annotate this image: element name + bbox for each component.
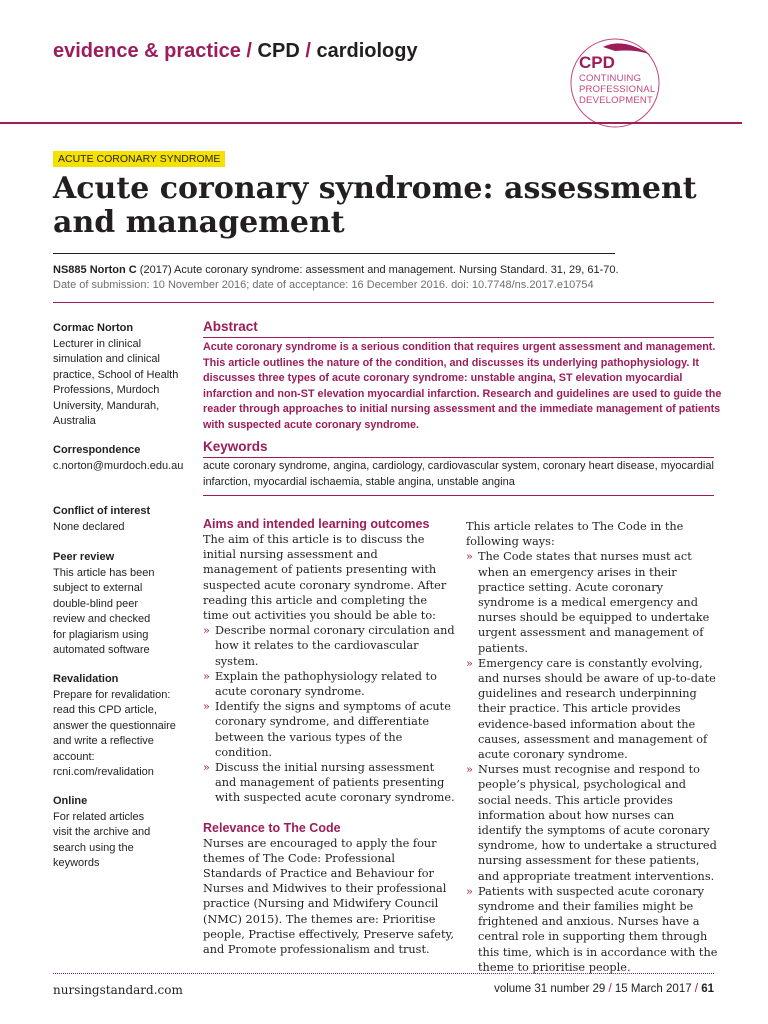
citation-text: (2017) Acute coronary syndrome: assessment and management. Nursing Standard. 31, 29, 61-70.	[136, 264, 619, 276]
author-section	[53, 321, 193, 430]
page-number: 61	[701, 983, 714, 995]
code-heading: Relevance to The Code	[203, 820, 341, 835]
peer-review-value: This article has been subject to external double-blind peer review and checked for plagiarism using automated software	[53, 566, 155, 656]
peer-review-section	[53, 550, 193, 659]
conflict-section	[53, 504, 193, 535]
abstract-divider	[203, 337, 714, 338]
author-role: Lecturer in clinical simulation and clinical practice, School of Health Professions, Murdoch University, Mandurah, Australia	[53, 337, 179, 427]
citation	[53, 263, 733, 293]
online-value: For related articles visit the archive and search using the keywords	[53, 810, 151, 869]
footer-volume: volume 31 number 29	[494, 983, 606, 995]
cpd-badge	[565, 33, 665, 133]
cpd-badge-subtitle: CONTINUING PROFESSIONAL DEVELOPMENT	[579, 73, 656, 106]
list-item: » Patients with suspected acute coronary syndrome and their families might be frightened and anxious. Nurses have a central role in supporting them through this time, which is in accordance with the theme to prioritise people.	[466, 884, 718, 975]
footer-divider	[53, 973, 714, 974]
title-divider	[53, 253, 615, 254]
code-text: Nurses are encouraged to apply the four themes of The Code: Professional Standards of Practice and Behaviour for Nurses and Midwives to their professional practice (Nursing and Midwifery Council (NMC) 2015). The themes are: Prioritise people, Practise effectively, Preserve safety, and Promote professionalism and trust.	[203, 836, 454, 957]
header-separator: /	[240, 40, 258, 62]
revalidation-value: Prepare for revalidation: read this CPD article, answer the questionnaire and write a reflective account: rcni.com/revalidation	[53, 688, 176, 778]
left-column	[203, 517, 455, 957]
online-section	[53, 794, 193, 872]
revalidation-label: Revalidation	[53, 673, 119, 685]
code-list	[466, 549, 718, 975]
submission-dates: Date of submission: 10 November 2016; date of acceptance: 16 December 2016. doi: 10.7748/ns.2017.e10754	[53, 279, 594, 291]
list-item: » The Code states that nurses must act when an emergency arises in their practice setting. Acute coronary syndrome is a medical emergency and nurses should be equipped to undertake urgent assessment and management of patients.	[466, 549, 718, 655]
header-divider	[0, 122, 742, 124]
citation-divider	[53, 302, 714, 303]
list-item: » Nurses must recognise and respond to people’s physical, psychological and social needs. This article provides information about how nurses can identify the symptoms of acute coronary syndrome, how to undertake a structured nursing assessment for these patients, and appropriate treatment interventions.	[466, 762, 718, 884]
abstract-heading: Abstract	[203, 319, 258, 334]
topic-tag: ACUTE CORONARY SYNDROME	[53, 151, 225, 167]
keywords-heading: Keywords	[203, 439, 268, 454]
section-cardiology: cardiology	[316, 40, 418, 62]
cpd-badge-title: CPD	[579, 53, 615, 72]
footer-separator: /	[605, 983, 615, 995]
list-item: » Identify the signs and symptoms of acute coronary syndrome, and differentiate between the various types of the condition.	[203, 699, 455, 760]
footer-date: 15 March 2017	[614, 983, 692, 995]
list-item: » Emergency care is constantly evolving, and nurses should be aware of up-to-date guidelines and research underpinning their practice. This article provides evidence-based information about the causes, assessment and management of acute coronary syndrome.	[466, 656, 718, 762]
keywords-divider	[203, 457, 714, 458]
article-title: Acute coronary syndrome: assessment and management	[53, 171, 697, 240]
right-column	[466, 519, 718, 975]
footer-site[interactable]: nursingstandard.com	[53, 983, 183, 997]
correspondence-section	[53, 443, 193, 474]
keywords-text: acute coronary syndrome, angina, cardiology, cardiovascular system, coronary heart disease, myocardial infarction, myocardial ischaemia, stable angina, unstable angina	[203, 460, 714, 488]
section-cpd: CPD	[257, 40, 300, 62]
section-evidence-practice: evidence & practice	[53, 40, 241, 62]
aims-intro: The aim of this article is to discuss the initial nursing assessment and management of patients presenting with suspected acute coronary syndrome. After reading this article and completing the time out activities you should be able to:	[203, 533, 447, 623]
author-name: Cormac Norton	[53, 322, 134, 334]
list-item: » Describe normal coronary circulation and how it relates to the cardiovascular system.	[203, 623, 455, 669]
list-item: » Explain the pathophysiology related to acute coronary syndrome.	[203, 669, 455, 699]
peer-review-label: Peer review	[53, 551, 115, 563]
conflict-value: None declared	[53, 520, 125, 533]
aims-heading: Aims and intended learning outcomes	[203, 517, 430, 531]
keywords-bottom-divider	[203, 495, 714, 496]
correspondence-label: Correspondence	[53, 444, 141, 456]
revalidation-section	[53, 672, 193, 781]
aims-list	[203, 623, 455, 805]
correspondence-email[interactable]: c.norton@murdoch.edu.au	[53, 459, 184, 472]
online-label: Online	[53, 795, 88, 807]
footer-issue-info	[494, 983, 714, 995]
header-separator: /	[299, 40, 317, 62]
list-item: » Discuss the initial nursing assessment and management of patients presenting with suspected acute coronary syndrome.	[203, 760, 455, 806]
code-intro: This article relates to The Code in the following ways:	[466, 520, 684, 549]
footer-separator: /	[691, 983, 702, 995]
section-header	[53, 40, 573, 70]
abstract-text: Acute coronary syndrome is a serious condition that requires urgent assessment and management. This article outlines the nature of the condition, and discusses its underlying pathophysiology. It discusses three types of acute coronary syndrome: unstable angina, ST elevation myocardial infarction and non-ST elevation myocardial infarction. Research and guidelines are used to guide the reader through approaches to initial nursing assessment and the immediate management of patients with suspected acute coronary syndrome.	[203, 341, 722, 431]
conflict-label: Conflict of interest	[53, 505, 151, 517]
citation-id: NS885 Norton C	[53, 264, 137, 276]
